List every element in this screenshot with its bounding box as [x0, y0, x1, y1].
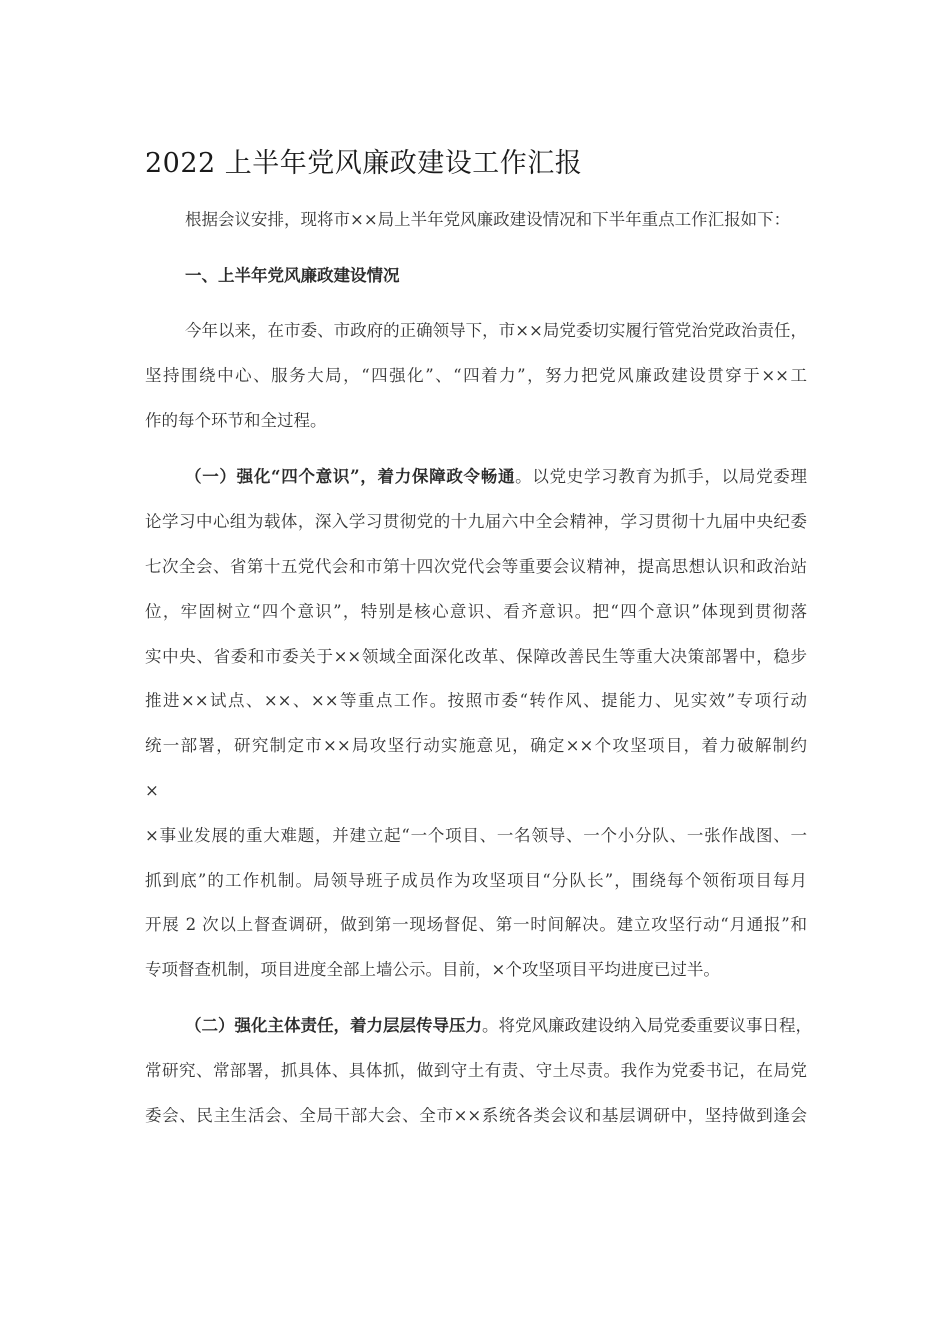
paragraph-line: 位，牢固树立“四个意识”，特别是核心意识、看齐意识。把“四个意识”体现到贯彻落 — [145, 602, 807, 621]
paragraph-line: ×事业发展的重大难题，并建立起“一个项目、一名领导、一个小分队、一张作战图、一 — [145, 826, 807, 845]
intro-paragraph: 根据会议安排，现将市××局上半年党风廉政建设情况和下半年重点工作汇报如下： — [185, 210, 791, 229]
paragraph-line: × — [145, 781, 159, 800]
paragraph-line: 推进××试点、××、××等重点工作。按照市委“转作风、提能力、见实效”专项行动 — [145, 691, 807, 710]
paragraph-first-line — [185, 1014, 812, 1038]
paragraph-line: 抓到底”的工作机制。局领导班子成员作为攻坚项目“分队长”，围绕每个领衔项目每月 — [145, 871, 807, 890]
subsection-lead: （二）强化主体责任，着力层层传导压力 — [185, 1016, 482, 1035]
paragraph-line: 开展 2 次以上督查调研，做到第一现场督促、第一时间解决。建立攻坚行动“月通报”和 — [145, 915, 807, 934]
document-title: 2022 上半年党风廉政建设工作汇报 — [145, 148, 583, 179]
paragraph-line: 专项督查机制，项目进度全部上墙公示。目前，×个攻坚项目平均进度已过半。 — [145, 960, 720, 979]
paragraph-line: 论学习中心组为载体，深入学习贯彻党的十九届六中全会精神，学习贯彻十九届中央纪委 — [145, 512, 807, 531]
paragraph-text: 。以党史学习教育为抓手，以局党委理 — [515, 467, 808, 486]
paragraph-first-line — [185, 465, 807, 489]
paragraph-line: 实中央、省委和市委关于××领域全面深化改革、保障改善民生等重大决策部署中，稳步 — [145, 647, 807, 666]
paragraph-line: 七次全会、省第十五党代会和市第十四次党代会等重要会议精神，提高思想认识和政治站 — [145, 557, 807, 576]
subsection-lead: （一）强化“四个意识”，着力保障政令畅通 — [185, 467, 516, 486]
paragraph-line: 统一部署，研究制定市××局攻坚行动实施意见，确定××个攻坚项目，着力破解制约 — [145, 736, 807, 755]
paragraph-line: 作的每个环节和全过程。 — [145, 411, 327, 430]
paragraph-line: 常研究、常部署，抓具体、具体抓，做到守土有责、守土尽责。我作为党委书记，在局党 — [145, 1061, 807, 1080]
section-heading: 一、上半年党风廉政建设情况 — [185, 266, 400, 285]
paragraph-line: 坚持围绕中心、服务大局，“四强化”、“四着力”，努力把党风廉政建设贯穿于××工 — [145, 366, 807, 385]
paragraph-line: 今年以来，在市委、市政府的正确领导下，市××局党委切实履行管党治党政治责任， — [185, 321, 807, 340]
paragraph-text: 。将党风廉政建设纳入局党委重要议事日程， — [482, 1016, 812, 1035]
paragraph-line: 委会、民主生活会、全局干部大会、全市××系统各类会议和基层调研中，坚持做到逢会 — [145, 1106, 807, 1125]
